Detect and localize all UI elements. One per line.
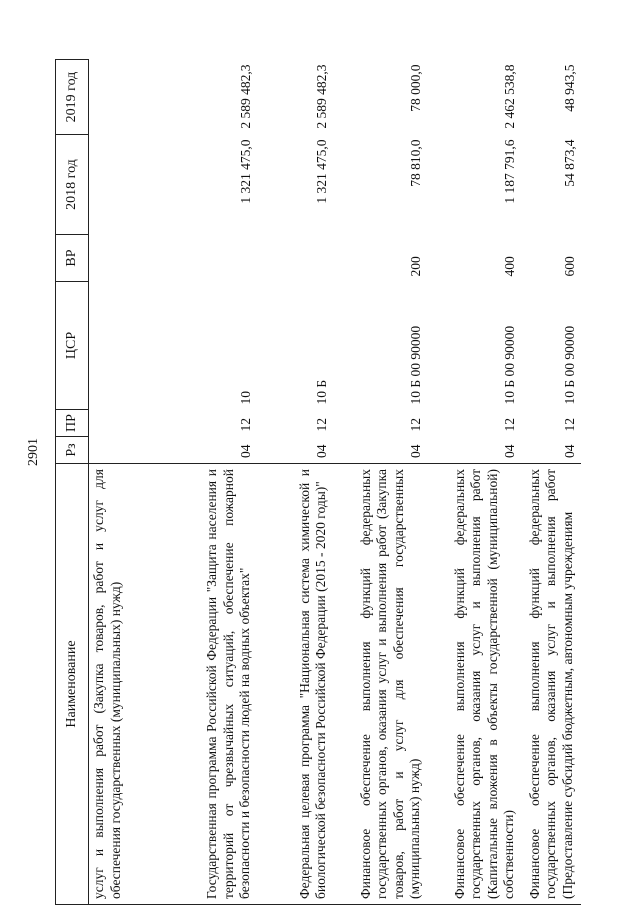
row-csr: 10 Б 00 90000 [502, 325, 517, 405]
header-name: Наименование [56, 464, 89, 905]
row-vr: 400 [502, 256, 517, 277]
table-row [165, 60, 257, 905]
row-rz: 04 [238, 444, 253, 458]
row-csr [89, 282, 165, 410]
row-rz: 04 [502, 444, 517, 458]
header-pr: ПР [56, 410, 89, 437]
row-vr [89, 235, 165, 282]
row-csr: 10 [238, 391, 253, 405]
row-rz: 04 [562, 444, 577, 458]
table-header-row [56, 60, 89, 905]
table-row [257, 60, 333, 905]
header-vr: ВР [56, 235, 89, 282]
row-2019: 2 462 538,8 [502, 64, 517, 129]
row-vr: 600 [562, 256, 577, 277]
row-vr [257, 235, 333, 282]
budget-table [55, 59, 581, 905]
header-2018: 2018 год [56, 135, 89, 235]
row-name: Федеральная целевая программа "Национальная система химической и биологической безопасности Российской Федерации (2015 - 2020 годы)" [257, 464, 333, 905]
row-2018: 1 321 475,0 [314, 139, 329, 204]
row-rz [89, 437, 165, 464]
row-2019: 2 589 482,3 [314, 64, 329, 129]
row-name: Финансовое обеспечение выполнения функций федеральных государственных органов, оказания услуг и выполнения работ (Капитальные вложения в объекты государственной (муниципальной) собственности) [427, 464, 521, 905]
row-rz: 04 [314, 444, 329, 458]
row-2018: 54 873,4 [562, 139, 577, 187]
row-csr: 10 Б 00 90000 [562, 325, 577, 405]
row-2019 [89, 60, 165, 135]
row-pr: 12 [502, 418, 517, 432]
row-pr: 12 [314, 418, 329, 432]
row-vr: 200 [408, 256, 423, 277]
row-2019: 48 943,5 [562, 64, 577, 112]
header-rz: Рз [56, 437, 89, 464]
row-name: Государственная программа Российской Федерации "Защита населения и территорий от чрезвычайных ситуаций, обеспечение пожарной безопасности и безопасности людей на водных объектах" [165, 464, 257, 905]
table-row [89, 60, 165, 905]
table-row [427, 60, 521, 905]
row-pr: 12 [562, 418, 577, 432]
row-2018: 78 810,0 [408, 139, 423, 187]
table-row [521, 60, 581, 905]
row-name: Финансовое обеспечение выполнения функций федеральных государственных органов, оказания услуг и выполнения работ (Предоставление субсидий бюджетным, автономным учреждениям [521, 464, 581, 905]
rotated-page-content [55, 60, 580, 905]
row-2018: 1 187 791,6 [502, 139, 517, 204]
row-pr: 12 [238, 418, 253, 432]
header-2019: 2019 год [56, 60, 89, 135]
row-rz: 04 [408, 444, 423, 458]
row-name: Финансовое обеспечение выполнения функций федеральных государственных органов, оказания услуг и выполнения работ (Закупка товаров, работ и услуг для обеспечения государственных (муниципальных) нужд) [333, 464, 427, 905]
row-2018 [89, 135, 165, 235]
row-csr: 10 Б 00 90000 [408, 325, 423, 405]
page-number: 2901 [26, 438, 41, 466]
row-name: услуг и выполнения работ (Закупка товаров, работ и услуг для обеспечения государственных (муниципальных) нужд) [89, 464, 165, 905]
row-pr [89, 410, 165, 437]
row-2019: 78 000,0 [408, 64, 423, 112]
table-row [333, 60, 427, 905]
row-pr: 12 [408, 418, 423, 432]
row-2019: 2 589 482,3 [238, 64, 253, 129]
header-csr: ЦСР [56, 282, 89, 410]
row-csr: 10 Б [314, 379, 329, 405]
row-2018: 1 321 475,0 [238, 139, 253, 204]
row-vr [165, 235, 257, 282]
